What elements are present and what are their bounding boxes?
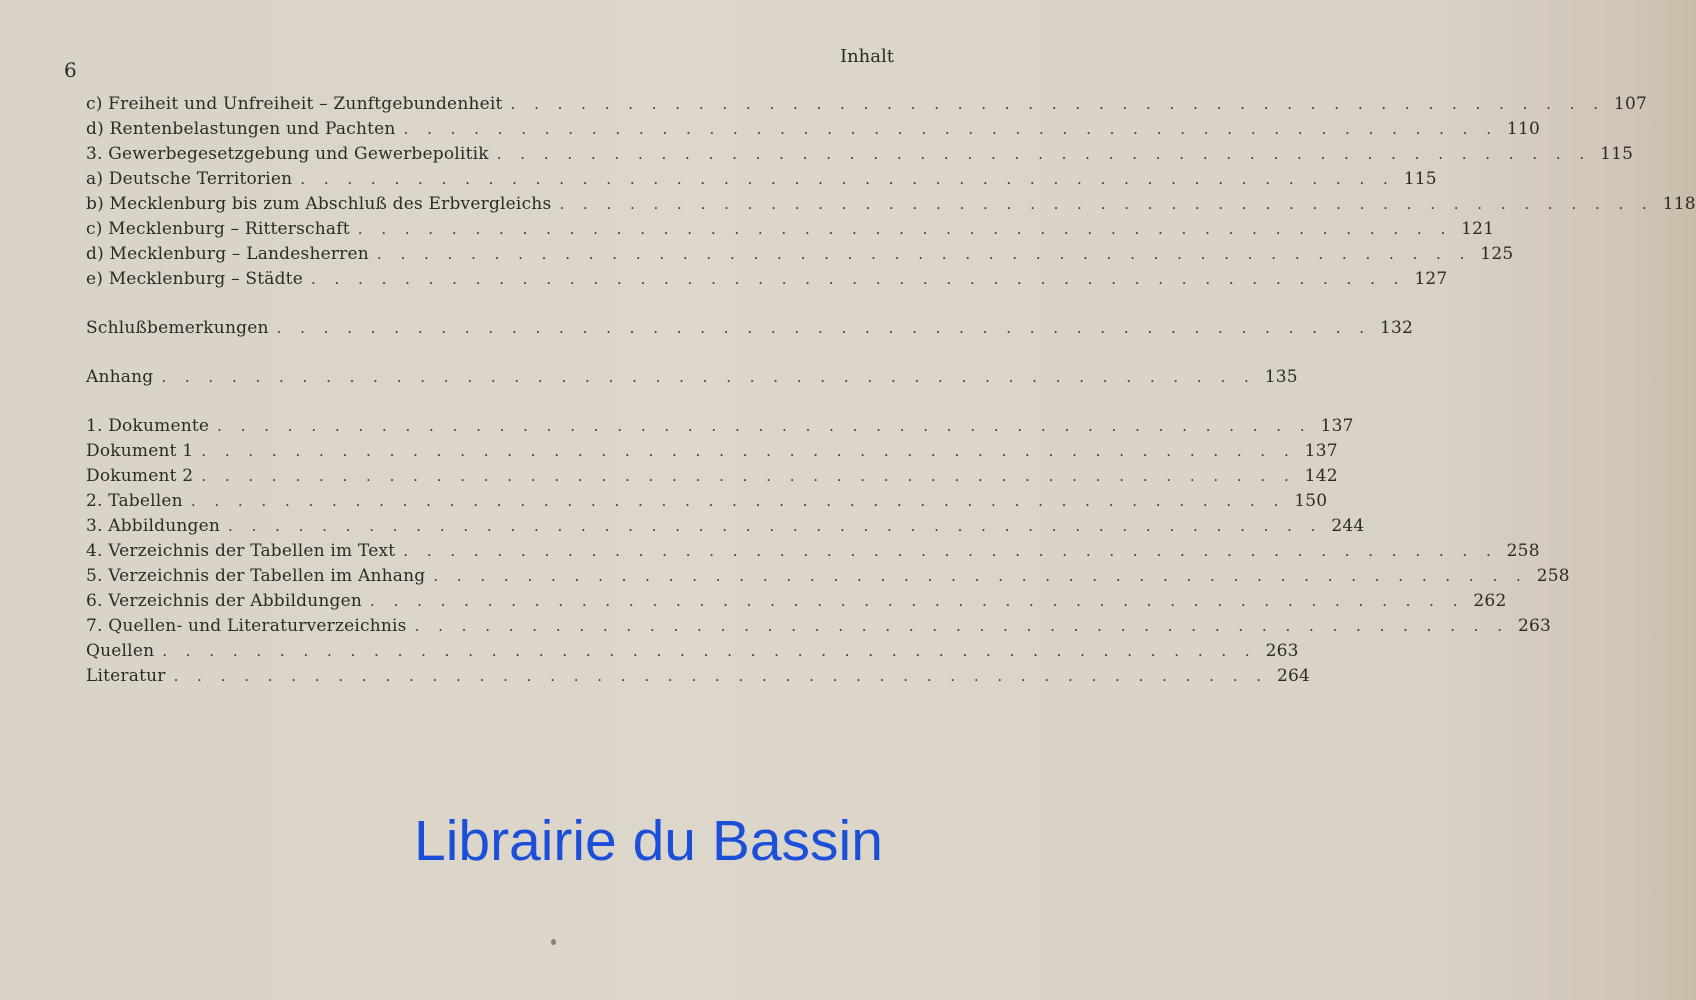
dot-leader: . . . . . . . . . . . . . . . . . . . . . . . . . . . . . . . . . . . . . . . . . . . . . . . <box>559 195 1654 213</box>
toc-entry <box>86 217 1495 242</box>
toc-entry-page: 115 <box>1600 144 1634 164</box>
page-number: 6 <box>64 58 77 82</box>
toc-entry-title: b) Mecklenburg bis zum Abschluß des Erbvergleichs <box>86 194 552 214</box>
toc-entry <box>86 92 1647 117</box>
toc-entry-title: Schlußbemerkungen <box>86 318 269 338</box>
toc-entry-page: 127 <box>1414 269 1448 289</box>
toc-entry-page: 263 <box>1517 616 1552 636</box>
toc-entry-title: d) Rentenbelastungen und Pachten <box>86 119 396 139</box>
toc-entry <box>86 267 1448 292</box>
dot-leader: . . . . . . . . . . . . . . . . . . . . . . . . . . . . . . . . . . . . . . . . . . . . . . . <box>403 542 1498 560</box>
dot-leader: . . . . . . . . . . . . . . . . . . . . . . . . . . . . . . . . . . . . . . . . . . . . . . . <box>201 442 1296 460</box>
toc-entry <box>86 664 1311 689</box>
paper-speck <box>551 939 556 945</box>
toc-entry <box>86 117 1540 142</box>
toc-entry-title: Dokument 2 <box>86 466 194 486</box>
toc-entry-page: 110 <box>1506 119 1540 139</box>
table-of-contents <box>86 92 1696 689</box>
toc-entry-page: 118 <box>1662 194 1696 214</box>
toc-entry-page: 262 <box>1473 591 1507 611</box>
toc-entry-title: c) Freiheit und Unfreiheit – Zunftgebundenheit <box>86 94 503 114</box>
toc-entry-page: 263 <box>1265 641 1299 661</box>
dot-leader: . . . . . . . . . . . . . . . . . . . . . . . . . . . . . . . . . . . . . . . . . . . . . . . <box>357 220 1453 238</box>
toc-entry-title: c) Mecklenburg – Ritterschaft <box>86 219 350 239</box>
toc-entry-page: 150 <box>1294 491 1328 511</box>
toc-entry-title: d) Mecklenburg – Landesherren <box>86 244 369 264</box>
dot-leader: . . . . . . . . . . . . . . . . . . . . . . . . . . . . . . . . . . . . . . . . . . . . . . . <box>300 170 1395 188</box>
dot-leader: . . . . . . . . . . . . . . . . . . . . . . . . . . . . . . . . . . . . . . . . . . . . . . . <box>276 319 1372 337</box>
dot-leader: . . . . . . . . . . . . . . . . . . . . . . . . . . . . . . . . . . . . . . . . . . . . . . . <box>403 120 1498 138</box>
toc-entry <box>86 142 1634 167</box>
toc-entry <box>86 414 1354 439</box>
toc-entry-title: e) Mecklenburg – Städte <box>86 269 303 289</box>
toc-entry <box>86 639 1299 664</box>
dot-leader: . . . . . . . . . . . . . . . . . . . . . . . . . . . . . . . . . . . . . . . . . . . . . . . <box>161 368 1256 386</box>
toc-entry-page: 135 <box>1264 367 1298 387</box>
toc-entry-title: 7. Quellen- und Literaturverzeichnis <box>86 616 407 636</box>
toc-entry-title: 3. Abbildungen <box>86 516 221 536</box>
dot-leader: . . . . . . . . . . . . . . . . . . . . . . . . . . . . . . . . . . . . . . . . . . . . . . . <box>496 145 1592 163</box>
toc-entry <box>86 167 1437 192</box>
toc-entry-page: 244 <box>1331 516 1365 536</box>
toc-entry <box>86 464 1338 489</box>
toc-entry <box>86 589 1507 614</box>
toc-entry-title: Anhang <box>86 367 154 387</box>
toc-entry-page: 125 <box>1480 244 1514 264</box>
dot-leader: . . . . . . . . . . . . . . . . . . . . . . . . . . . . . . . . . . . . . . . . . . . . . . . <box>228 517 1323 535</box>
toc-entry-page: 137 <box>1320 416 1354 436</box>
toc-entry-title: Dokument 1 <box>86 441 194 461</box>
toc-entry-title: Literatur <box>86 666 166 686</box>
toc-entry <box>86 514 1365 539</box>
dot-leader: . . . . . . . . . . . . . . . . . . . . . . . . . . . . . . . . . . . . . . . . . . . . . . . <box>190 492 1286 510</box>
toc-entry-title: 3. Gewerbegesetzgebung und Gewerbepolitik <box>86 144 489 164</box>
dot-leader: . . . . . . . . . . . . . . . . . . . . . . . . . . . . . . . . . . . . . . . . . . . . . . . <box>217 417 1312 435</box>
toc-entry-page: 132 <box>1379 318 1414 338</box>
toc-entry <box>86 365 1298 390</box>
running-head: Inhalt <box>839 46 894 67</box>
toc-entry <box>86 489 1328 514</box>
toc-entry <box>86 614 1552 639</box>
toc-entry-page: 258 <box>1506 541 1540 561</box>
toc-entry-page: 264 <box>1276 666 1311 686</box>
toc-entry-page: 107 <box>1613 94 1647 114</box>
dot-leader: . . . . . . . . . . . . . . . . . . . . . . . . . . . . . . . . . . . . . . . . . . . . . . . <box>414 617 1510 635</box>
toc-entry-page: 142 <box>1304 466 1338 486</box>
dot-leader: . . . . . . . . . . . . . . . . . . . . . . . . . . . . . . . . . . . . . . . . . . . . . . . <box>370 592 1465 610</box>
toc-entry-title: 4. Verzeichnis der Tabellen im Text <box>86 541 396 561</box>
toc-entry-title: 6. Verzeichnis der Abbildungen <box>86 591 363 611</box>
dot-leader: . . . . . . . . . . . . . . . . . . . . . . . . . . . . . . . . . . . . . . . . . . . . . . . <box>162 642 1257 660</box>
toc-entry <box>86 564 1570 589</box>
dot-leader: . . . . . . . . . . . . . . . . . . . . . . . . . . . . . . . . . . . . . . . . . . . . . . . <box>510 95 1605 113</box>
toc-entry-page: 137 <box>1304 441 1338 461</box>
toc-entry <box>86 316 1414 341</box>
toc-entry-page: 121 <box>1461 219 1495 239</box>
toc-entry-title: Quellen <box>86 641 155 661</box>
toc-entry-title: 2. Tabellen <box>86 491 183 511</box>
toc-entry <box>86 539 1540 564</box>
toc-entry <box>86 192 1696 217</box>
dot-leader: . . . . . . . . . . . . . . . . . . . . . . . . . . . . . . . . . . . . . . . . . . . . . . . <box>310 270 1406 288</box>
toc-entry-title: 5. Verzeichnis der Tabellen im Anhang <box>86 566 426 586</box>
watermark-text: Librairie du Bassin <box>414 809 883 873</box>
toc-entry-title: 1. Dokumente <box>86 416 210 436</box>
toc-entry <box>86 439 1338 464</box>
toc-entry-page: 115 <box>1403 169 1437 189</box>
toc-entry-title: a) Deutsche Territorien <box>86 169 293 189</box>
dot-leader: . . . . . . . . . . . . . . . . . . . . . . . . . . . . . . . . . . . . . . . . . . . . . . . <box>173 667 1269 685</box>
dot-leader: . . . . . . . . . . . . . . . . . . . . . . . . . . . . . . . . . . . . . . . . . . . . . . . <box>201 467 1296 485</box>
toc-entry-page: 258 <box>1536 566 1570 586</box>
dot-leader: . . . . . . . . . . . . . . . . . . . . . . . . . . . . . . . . . . . . . . . . . . . . . . . <box>433 567 1528 585</box>
dot-leader: . . . . . . . . . . . . . . . . . . . . . . . . . . . . . . . . . . . . . . . . . . . . . . . <box>376 245 1472 263</box>
toc-entry <box>86 242 1514 267</box>
